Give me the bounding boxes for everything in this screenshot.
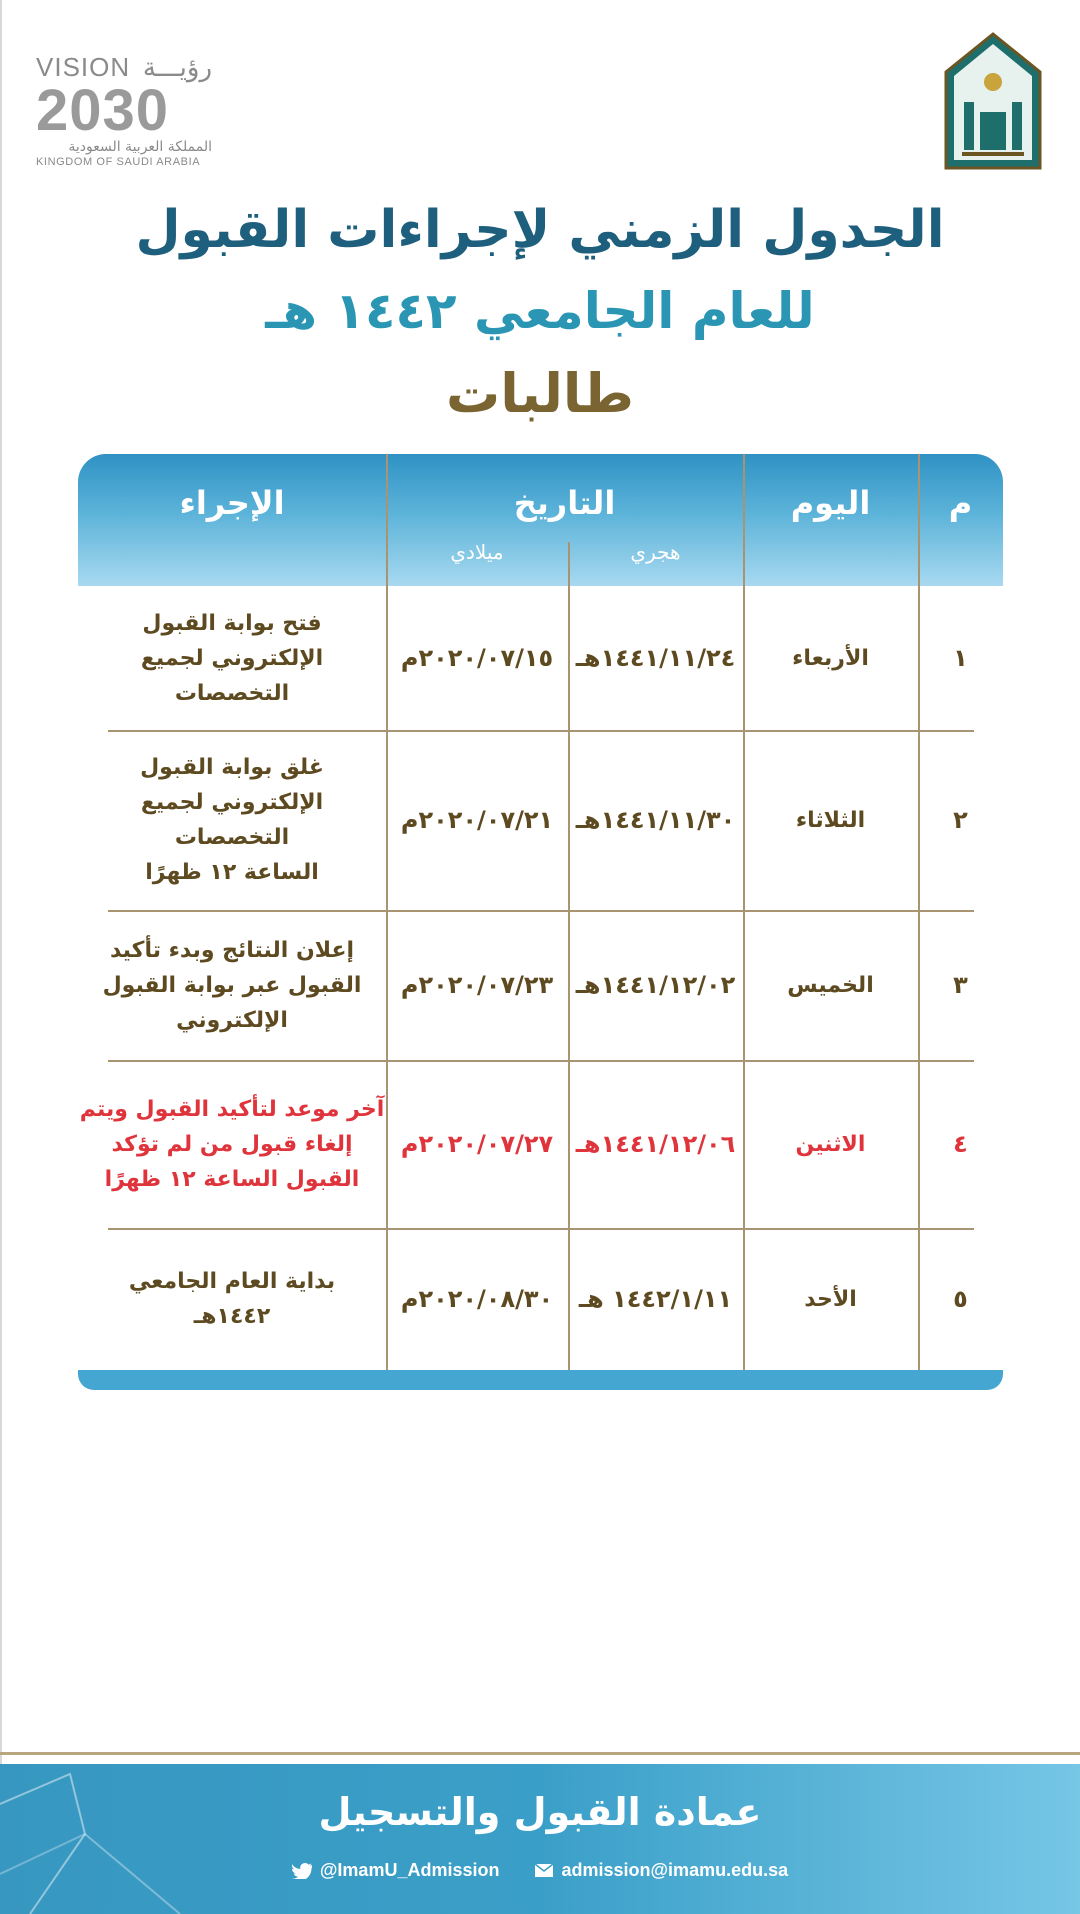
header-date: التاريخ — [513, 484, 616, 522]
vision-2030-logo — [36, 52, 212, 172]
row-3-action: إعلان النتائج وبدء تأكيد القبول عبر بوابة القبول الإلكتروني — [102, 937, 362, 1033]
row-1-day: الأربعاء — [792, 645, 869, 671]
twitter-handle: @ImamU_Admission — [319, 1860, 500, 1880]
row-3-day: الخميس — [787, 972, 874, 998]
row-3-gregorian: ٢٠٢٠/٠٧/٢٣م — [400, 971, 554, 999]
row-2-hijri: ١٤٤١/١١/٣٠هـ — [575, 806, 736, 834]
footer-contacts — [0, 1860, 1080, 1881]
twitter-contact[interactable] — [292, 1860, 500, 1881]
row-5-gregorian: ٢٠٢٠/٠٨/٣٠م — [400, 1285, 554, 1313]
row-5-hijri: ١٤٤٢/١/١١ هـ — [578, 1285, 733, 1313]
academic-year-title: للعام الجامعي ١٤٤٢ هـ — [265, 282, 815, 340]
deanship-name: عمادة القبول والتسجيل — [318, 1790, 762, 1834]
row-2-day: الثلاثاء — [795, 807, 866, 833]
vision-en-label: VISION — [36, 52, 131, 82]
row-1-hijri: ١٤٤١/١١/٢٤هـ — [575, 644, 736, 672]
row-4-index: ٤ — [953, 1130, 968, 1158]
footer-divider — [0, 1752, 1080, 1755]
row-5-action: بداية العام الجامعي ١٤٤٢هـ — [128, 1269, 336, 1329]
mail-icon — [535, 1864, 553, 1877]
row-3-hijri: ١٤٤١/١٢/٠٢هـ — [575, 971, 736, 999]
email-address: admission@imamu.edu.sa — [561, 1860, 789, 1880]
row-2-action: غلق بوابة القبول الإلكتروني لجميع التخصصات الساعة ١٢ ظهرًا — [140, 755, 324, 885]
header-action: الإجراء — [179, 484, 285, 522]
row-2-gregorian: ٢٠٢٠/٠٧/٢١م — [400, 806, 554, 834]
audience-title: طالبات — [446, 362, 634, 425]
page-title: الجدول الزمني لإجراءات القبول — [135, 200, 945, 260]
row-3-index: ٣ — [953, 971, 968, 999]
row-4-action: آخر موعد لتأكيد القبول ويتم إلغاء قبول من لم تؤكد القبول الساعة ١٢ ظهرًا — [79, 1096, 385, 1192]
admission-schedule-table — [78, 454, 1003, 1390]
header-gregorian: ميلادي — [450, 540, 504, 564]
table-footer-bar — [78, 1370, 1003, 1390]
row-1-action: فتح بوابة القبول الإلكتروني لجميع التخصصات — [140, 610, 324, 706]
university-emblem-icon — [944, 32, 1042, 170]
header-hijri: هجري — [630, 540, 681, 564]
header-day: اليوم — [790, 484, 871, 522]
row-2-index: ٢ — [953, 806, 968, 834]
email-contact[interactable] — [535, 1860, 788, 1881]
twitter-icon — [292, 1863, 312, 1879]
row-1-index: ١ — [953, 644, 968, 672]
footer-decoration-icon — [0, 1764, 200, 1914]
row-1-gregorian: ٢٠٢٠/٠٧/١٥م — [400, 644, 554, 672]
header-index: م — [948, 484, 973, 522]
row-4-hijri: ١٤٤١/١٢/٠٦هـ — [575, 1130, 736, 1158]
vision-ar-label: رؤيـــة — [142, 52, 212, 82]
row-4-day: الاثنين — [795, 1131, 866, 1157]
row-5-index: ٥ — [953, 1285, 968, 1313]
row-4-gregorian: ٢٠٢٠/٠٧/٢٧م — [400, 1130, 554, 1158]
footer-banner — [0, 1764, 1080, 1914]
vision-country-ar: المملكة العربية السعودية — [68, 139, 212, 155]
vision-country-en: KINGDOM OF SAUDI ARABIA — [36, 156, 201, 168]
row-5-day: الأحد — [804, 1286, 857, 1312]
vision-year: 2030 — [36, 78, 170, 143]
